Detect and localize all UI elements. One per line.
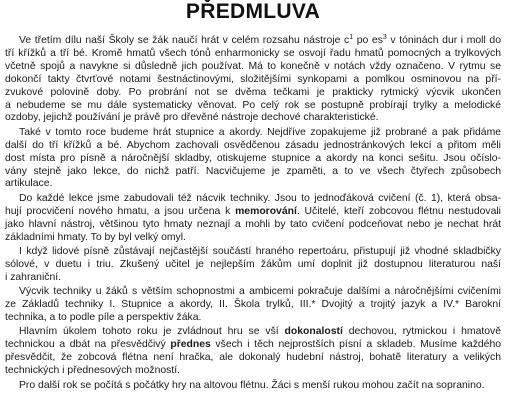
text-line: [5, 206, 501, 219]
text-line: [5, 166, 501, 179]
text-line: [5, 326, 501, 339]
bold-term: přednes: [170, 339, 211, 351]
text-segment: a nebudeme se mu dále systematicky věnovat. Po celý rok se postupně probírají trylky a melodické: [5, 99, 501, 111]
text-line: [5, 352, 501, 365]
text-line: [5, 219, 501, 232]
text-segment: zvukové polovině doby. Po probrání not se dvěma tečkami je prakticky rytmický výcvik ukončen: [5, 86, 501, 98]
text-segment: Hlavním úkolem tohoto roku je zvládnout hru se vší: [19, 326, 285, 338]
text-segment: technika, a to podle píle a perspektiv žáka.: [5, 312, 202, 324]
bold-term: dokonalostí: [284, 326, 343, 338]
text-segment: Výcvik techniky u žáků s větším schopnostmi a ambicemi pokračuje dalšími a náročnějšími cvičeními: [19, 286, 501, 298]
text-line: [5, 193, 501, 206]
text-line: [5, 100, 501, 113]
paragraph: [5, 193, 501, 245]
paragraph: [5, 326, 501, 378]
text-line: [5, 339, 501, 352]
text-segment: dost místa pro písně a náročnější skladby, otiskujeme stupnice a akordy na konci sešitu. Jsou očíslo-: [5, 152, 501, 164]
paragraph: [5, 35, 501, 125]
text-line: [5, 365, 501, 378]
text-segment: i zahraniční.: [5, 271, 62, 283]
text-segment: základními hmaty. To by byl velký omyl.: [5, 231, 186, 243]
paragraph: [5, 286, 501, 325]
text-line: [5, 127, 501, 140]
text-segment: dechovou, rytmickou i hmatově: [342, 326, 501, 338]
text-line: [5, 232, 501, 245]
text-segment: vány stejně jako lekce, do nichž patří. Nacvičujeme je zpaměti, a to ve všech čtyřech způsobech: [5, 165, 501, 177]
page-title: PŘEDMLUVA: [185, 0, 321, 23]
text-segment: sólové, v duetu i triu. Zkušený učitel je nejlepším žákům umí doplnit již dostupnou literaturou naší: [5, 258, 501, 270]
text-segment: po es: [353, 35, 383, 46]
paragraph: [5, 127, 501, 192]
text-segment: . Učitelé, kteří zobcovou flétnu nestudovali: [296, 205, 501, 217]
paragraph: [5, 380, 501, 393]
text-segment: Ve třetím dílu naší Školy se žák naučí hrát v celém rozsahu nástroje c: [19, 35, 350, 46]
text-segment: technickou a dbát na přesvědčivý: [5, 339, 171, 351]
text-line: [5, 87, 501, 100]
text-line: [5, 246, 501, 259]
text-segment: technických i přednesových možností.: [5, 365, 180, 377]
text-line: [5, 35, 501, 48]
text-line: [5, 74, 501, 87]
text-segment: Do každé lekce jsme zabudovali též nácvik techniky. Jsou to jednoďáková cvičení (č. 1), která obsa-: [19, 192, 501, 204]
text-line: [5, 61, 501, 74]
text-line: [5, 380, 501, 393]
text-line: [5, 140, 501, 153]
text-segment: včetně spojů a navykne si důsledně jich používat. Má to konečně v notách vždy označeno. V rytmu se: [5, 60, 501, 72]
text-segment: přesvědčit, že zobcová flétna není hračka, ale dokonalý hudební nástroj, bohatě literatury a velikých: [5, 352, 501, 364]
text-line: [5, 48, 501, 61]
text-segment: ze Základů techniky I. Stupnice a akordy, II. Škola trylků, III.* Dvojitý a trojitý jazyk a IV.* Barokní: [5, 299, 501, 311]
text-segment: ozdoby, jejichž používání je právě pro dřevěné nástroje dechové charakteristické.: [5, 112, 379, 124]
text-segment: dokončí takty čtvrťové notami šestnáctinovými, složitějšími synkopami a pomlkou osminovou na pří-: [5, 73, 501, 85]
text-segment: hují procvičení nového hmatu, a jsou určena k: [5, 205, 236, 217]
text-segment: všech i těch nejprostších písní a skladeb. Musíme každého: [210, 339, 501, 351]
superscript: 1: [349, 34, 354, 41]
superscript: 3: [382, 34, 387, 41]
text-line: [5, 259, 501, 272]
paragraph: [5, 246, 501, 285]
text-segment: tří křížků a tří bé. Kromě hmatů všech tónů enharmonicky se osvojí řadu hmatů pomocných a trylkových: [5, 47, 501, 59]
text-segment: další do tří křížků a bé. Abychom zachovali osvědčenou zásadu jednostránkových lekcí a přitom měli: [5, 139, 501, 151]
text-line: [5, 112, 501, 125]
text-line: [5, 312, 501, 325]
text-line: [5, 286, 501, 299]
text-line: [5, 272, 501, 285]
text-segment: v tóninách dur i moll do: [386, 35, 501, 46]
text-line: [5, 299, 501, 312]
text-line: [5, 153, 501, 166]
bold-term: memorování: [235, 205, 297, 217]
text-line: [5, 178, 501, 191]
text-segment: Také v tomto roce budeme hrát stupnice a akordy. Nejdříve zopakujeme již probrané a pak přidáme: [19, 126, 501, 138]
text-segment: jako hlavní nástroj, většinou tyto hmaty neznají a mohli by tato cvičení podceňovat nebo je nechat hrát: [5, 218, 501, 230]
text-segment: I když lidové písně zůstávají nejčastější součástí hraného repertoáru, přistupují již vhodné skladbičky: [19, 246, 501, 257]
text-segment: Pro další rok se počítá s počátky hry na altovou flétnu. Žáci s menší rukou mohou začít na sopranino.: [19, 379, 485, 391]
text-segment: artikulace.: [5, 178, 53, 190]
body-text: [5, 35, 501, 392]
